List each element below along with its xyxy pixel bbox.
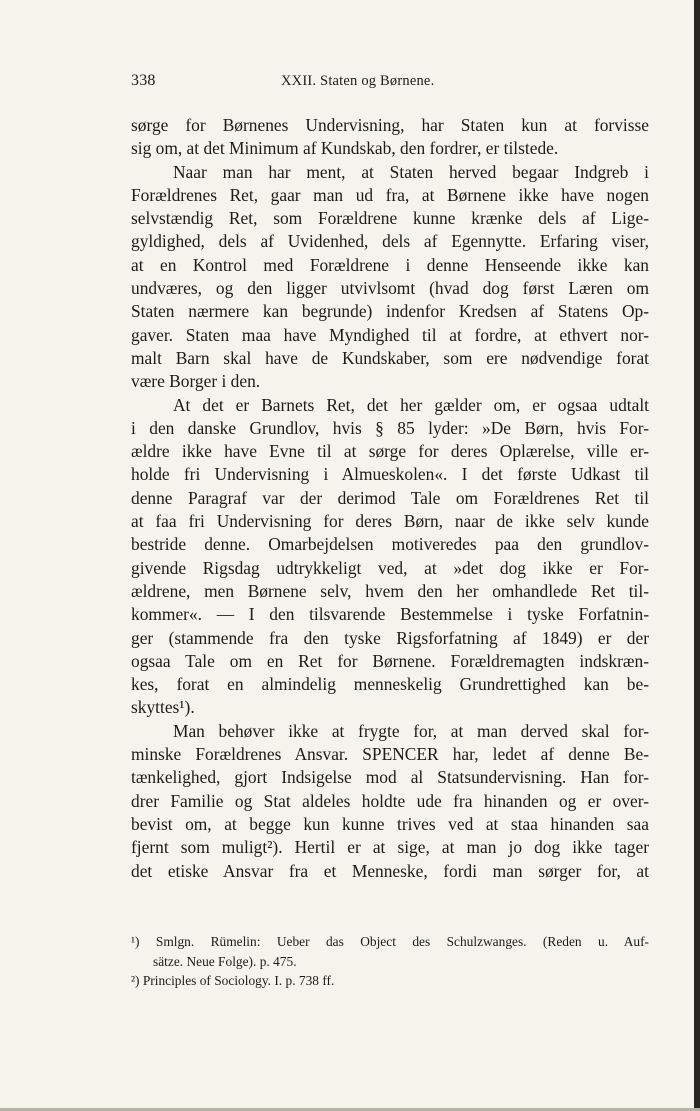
text-line: drer Familie og Stat aldeles holdte ude fra hinanden og er over- <box>131 790 649 811</box>
text-line: ældre ikke have Evne til at sørge for deres Oplærelse, ville er- <box>131 441 649 462</box>
text-line: denne Paragraf var der derimod Tale om Forældrenes Ret til <box>131 487 649 508</box>
text-line: selvstændig Ret, som Forældrene kunne krænke dels af Lige- <box>131 208 649 229</box>
text-line: ogsaa Tale om en Ret for Børnene. Forældremagten indskræn- <box>131 650 649 671</box>
text-line: At det er Barnets Ret, det her gælder om, er ogsaa udtalt <box>173 394 649 415</box>
text-line: Man behøver ikke at frygte for, at man derved skal for- <box>173 720 649 741</box>
text-line: bevist om, at begge kun kunne trives ved at staa hinanden saa <box>131 813 649 834</box>
footnote-line: ¹) Smlgn. Rümelin: Ueber das Object des Schulzwanges. (Reden u. Auf- <box>131 934 649 949</box>
footnotes <box>131 932 649 991</box>
running-head: XXII. Staten og Børnene. <box>281 73 435 89</box>
text-line: Naar man har ment, at Staten herved begaar Indgreb i <box>173 161 649 182</box>
text-line: sørge for Børnenes Undervisning, har Staten kun at forvisse <box>131 115 649 135</box>
text-line: Forældrenes Ret, gaar man ud fra, at Børnene ikke have nogen <box>131 184 649 205</box>
text-line: være Borger i den. <box>131 371 261 392</box>
text-line: gaver. Staten maa have Myndighed til at fordre, at ethvert nor- <box>131 324 649 345</box>
book-page <box>131 72 649 883</box>
text-line: det etiske Ansvar fra et Menneske, fordi man sørger for, at <box>131 860 649 881</box>
page-number: 338 <box>131 72 156 89</box>
text-line: malt Barn skal have de Kundskaber, som ere nødvendige forat <box>131 347 649 368</box>
page-edge-shadow <box>694 0 700 1111</box>
text-line: ger (stammende fra den tyske Rigsforfatning af 1849) er der <box>131 627 649 648</box>
footnote-line: sätze. Neue Folge). p. 475. <box>153 953 297 969</box>
text-line: at en Kontrol med Forældrene i denne Henseende ikke kan <box>131 254 649 275</box>
text-line: undværes, og den ligger utvivlsomt (hvad dog først Læren om <box>131 278 649 299</box>
text-line: Staten nærmere kan begrunde) indenfor Kredsen af Statens Op- <box>131 301 649 322</box>
text-line: holde fri Undervisning i Almueskolen«. I det første Udkast til <box>131 464 649 485</box>
body-text <box>131 114 649 883</box>
text-line: bestride denne. Omarbejdelsen motiveredes paa den grundlov- <box>131 534 649 555</box>
text-line: i den danske Grundlov, hvis § 85 lyder: »De Børn, hvis For- <box>131 417 649 438</box>
text-line: kes, forat en almindelig menneskelig Grundrettighed kan be- <box>131 674 649 695</box>
text-line: sig om, at det Minimum af Kundskab, den fordrer, er tilstede. <box>131 138 559 159</box>
text-line: skyttes¹). <box>131 697 195 718</box>
text-line: fjernt som muligt²). Hertil er at sige, at man jo dog ikke tager <box>131 837 649 858</box>
footnote-line: ²) Principles of Sociology. I. p. 738 ff. <box>131 973 335 988</box>
page-header <box>131 72 649 102</box>
text-line: minske Forældrenes Ansvar. SPENCER har, ledet af denne Be- <box>131 744 649 765</box>
text-line: tænkelighed, gjort Indsigelse mod al Statsundervisning. Han for- <box>131 767 649 788</box>
text-line: ældrene, men Børnene selv, hvem den her omhandlede Ret til- <box>131 580 649 601</box>
text-line: at faa fri Undervisning for deres Børn, naar de ikke selv kunde <box>131 511 649 532</box>
text-line: gyldighed, dels af Uvidenhed, dels af Egennytte. Erfaring viser, <box>131 231 649 252</box>
text-line: kommer«. — I den tilsvarende Bestemmelse i tyske Forfatnin- <box>131 604 649 625</box>
text-line: givende Rigsdag udtrykkeligt ved, at »det dog ikke er For- <box>131 557 649 578</box>
